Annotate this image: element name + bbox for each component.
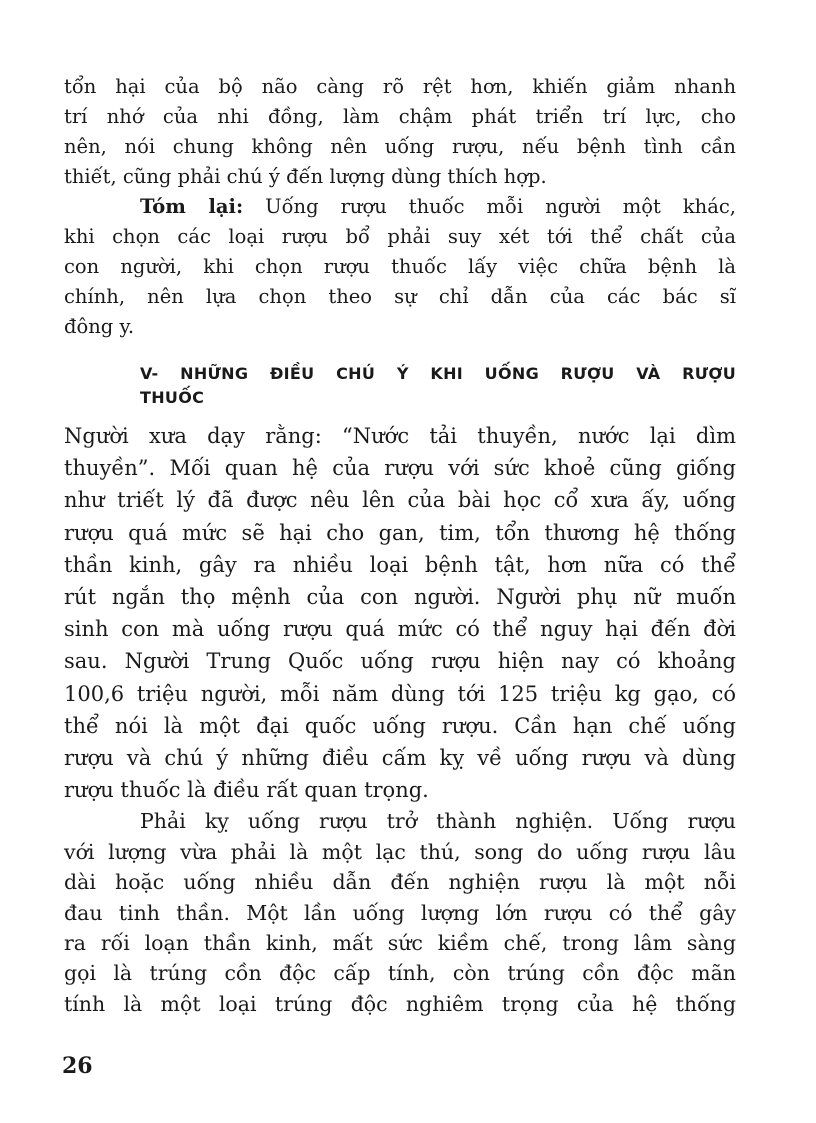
text-line: sinh con mà uống rượu quá mức có thể nguy hại đến đời <box>64 617 736 642</box>
text-line: thuyền”. Mối quan hệ của rượu với sức khoẻ cũng giống <box>64 456 736 481</box>
text-line: chính, nên lựa chọn theo sự chỉ dẫn của các bác sĩ <box>64 285 736 308</box>
page-number: 26 <box>62 1053 93 1079</box>
paragraph-4 <box>64 806 736 1019</box>
text-line: trí nhớ của nhi đồng, làm chậm phát triển trí lực, cho <box>64 105 736 128</box>
text-line: thể nói là một đại quốc uống rượu. Cần hạn chế uống <box>64 713 736 738</box>
text-line: với lượng vừa phải là một lạc thú, song do uống rượu lâu <box>64 839 736 864</box>
text-run: Uống rượu thuốc mỗi người một khác, <box>243 195 736 218</box>
section-heading <box>64 362 736 410</box>
text-line: 100,6 triệu người, mỗi năm dùng tới 125 triệu kg gạo, có <box>64 681 736 706</box>
text-line: Người xưa dạy rằng: “Nước tải thuyền, nước lại dìm <box>64 424 736 448</box>
text-line <box>64 192 736 222</box>
text-line: dài hoặc uống nhiều dẫn đến nghiện rượu là một nỗi <box>64 870 736 895</box>
text-line: ra rối loạn thần kinh, mất sức kiềm chế, trong lâm sàng <box>64 931 736 956</box>
heading-line: THUỐC <box>140 388 205 407</box>
paragraph-2 <box>64 192 736 342</box>
text-line: đông y. <box>64 315 135 338</box>
text-line: Phải kỵ uống rượu trở thành nghiện. Uống rượu <box>140 809 736 834</box>
text-line: đau tinh thần. Một lần uống lượng lớn rượu có thể gây <box>64 900 736 925</box>
text-line: thiết, cũng phải chú ý đến lượng dùng thích hợp. <box>64 165 547 188</box>
text-line: khi chọn các loại rượu bổ phải suy xét tới thể chất của <box>64 225 736 248</box>
text-line: rượu thuốc là điều rất quan trọng. <box>64 778 429 803</box>
text-line: gọi là trúng cồn độc cấp tính, còn trúng cồn độc mãn <box>64 961 736 986</box>
text-line: rút ngắn thọ mệnh của con người. Người phụ nữ muốn <box>64 585 736 610</box>
text-line: con người, khi chọn rượu thuốc lấy việc chữa bệnh là <box>64 255 736 278</box>
heading-line: V- NHỮNG ĐIỀU CHÚ Ý KHI UỐNG RƯỢU VÀ RƯỢU <box>140 364 736 383</box>
text-line: thần kinh, gây ra nhiều loại bệnh tật, hơn nữa có thể <box>64 552 736 577</box>
text-line: rượu và chú ý những điều cấm kỵ về uống rượu và dùng <box>64 746 736 771</box>
bold-lead: Tóm lại: <box>140 195 244 218</box>
text-line: nên, nói chung không nên uống rượu, nếu bệnh tình cần <box>64 135 736 158</box>
page-body <box>64 72 736 1019</box>
paragraph-3 <box>64 420 736 806</box>
text-line: sau. Người Trung Quốc uống rượu hiện nay có khoảng <box>64 649 736 674</box>
text-line: như triết lý đã được nêu lên của bài học cổ xưa ấy, uống <box>64 488 736 513</box>
paragraph-1 <box>64 72 736 192</box>
text-line: tổn hại của bộ não càng rõ rệt hơn, khiến giảm nhanh <box>64 75 736 98</box>
text-line: rượu quá mức sẽ hại cho gan, tim, tổn thương hệ thống <box>64 520 736 545</box>
text-line: tính là một loại trúng độc nghiêm trọng của hệ thống <box>64 991 736 1016</box>
